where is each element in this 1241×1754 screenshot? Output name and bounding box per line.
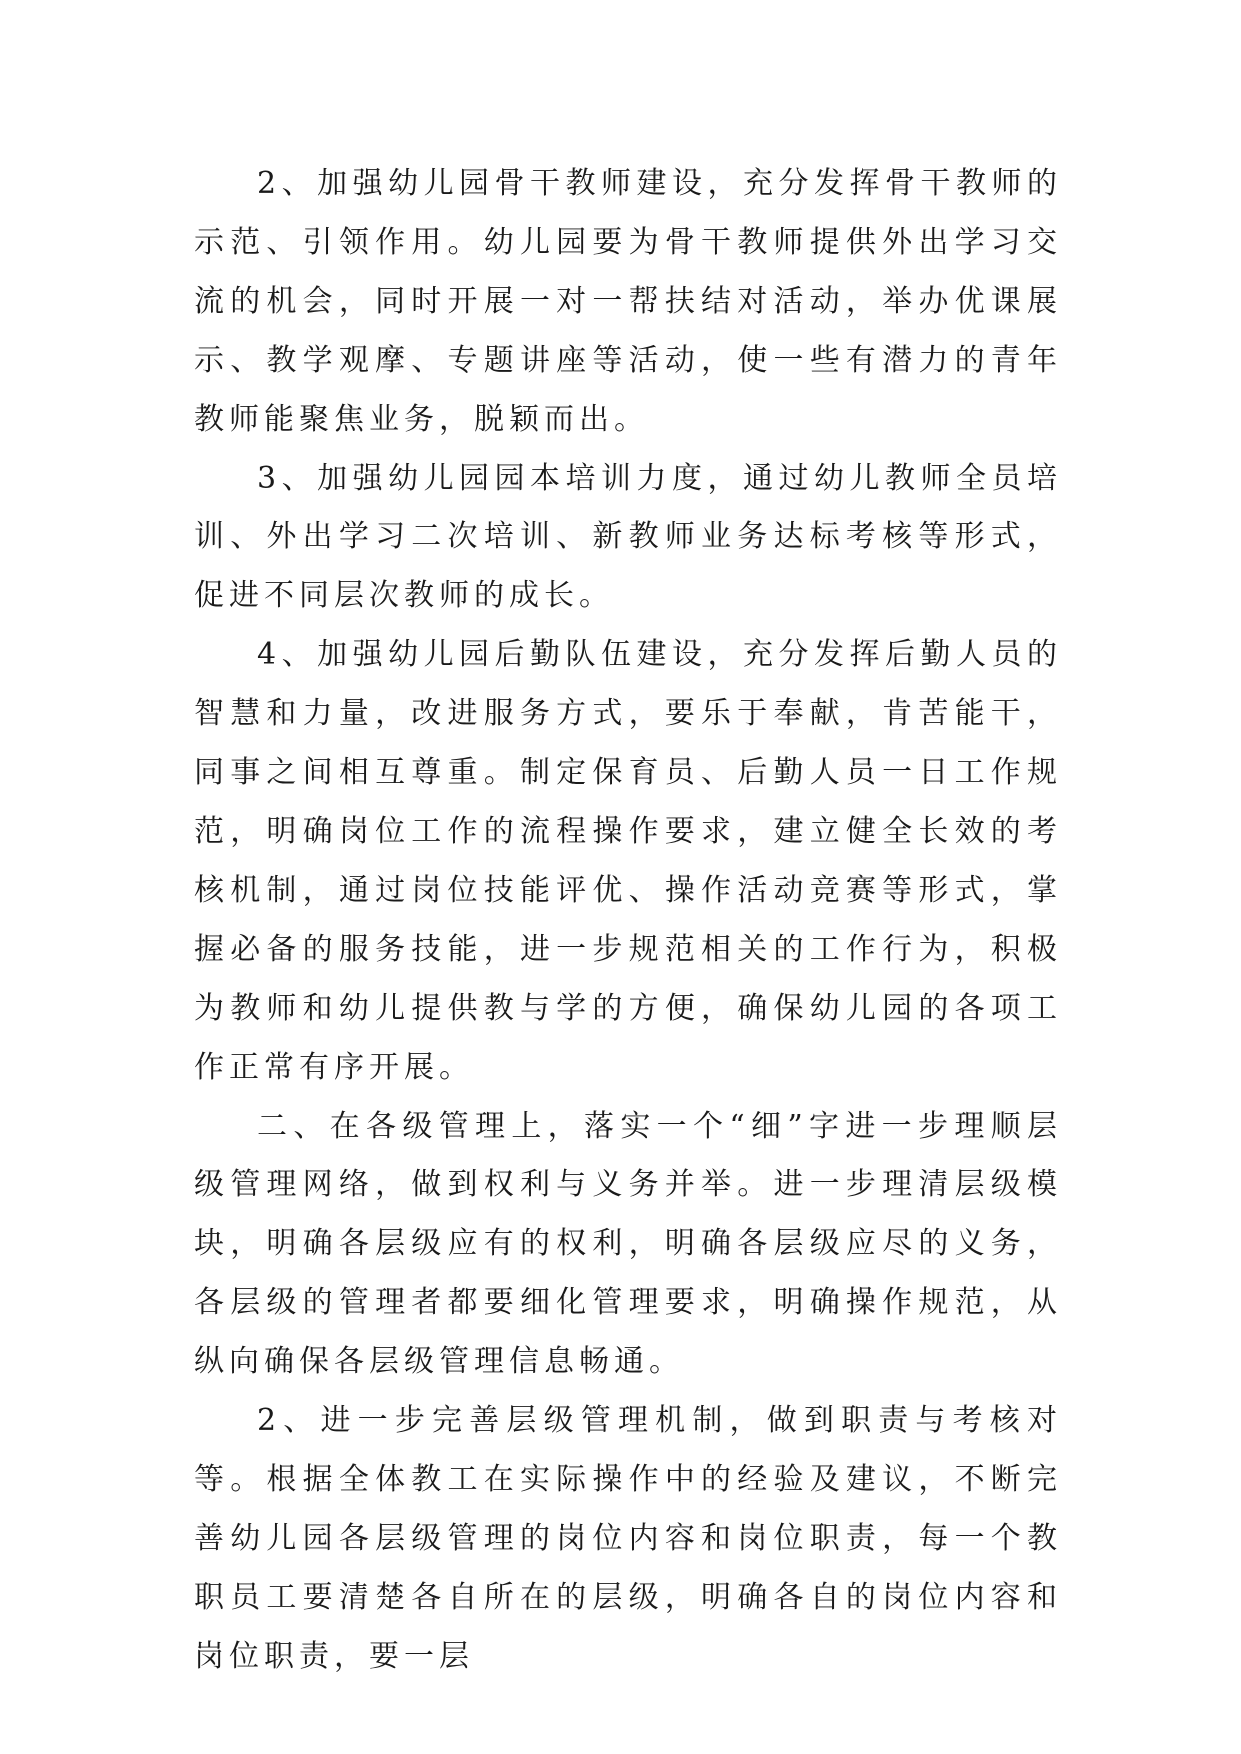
paragraph-level-management: 二、在各级管理上，落实一个“细”字进一步理顺层级管理网络，做到权利与义务并举。进一步理清层级模块，明确各层级应有的权利，明确各层级应尽的义务，各层级的管理者都要细化管理要求，明确操作规范，从纵向确保各层级管理信息畅通。 [194, 1108, 1062, 1380]
paragraph-management-mechanism: 2、进一步完善层级管理机制，做到职责与考核对等。根据全体教工在实际操作中的经验及建议，不断完善幼儿园各层级管理的岗位内容和岗位职责，每一个教职员工要清楚各自所在的层级，明确各自的岗位内容和岗位职责，要一层 [194, 1403, 1062, 1674]
paragraph-school-training: 3、加强幼儿园园本培训力度，通过幼儿教师全员培训、外出学习二次培训、新教师业务达标考核等形式，促进不同层次教师的成长。 [194, 460, 1062, 614]
document-body [194, 155, 1062, 1687]
paragraph-backbone-teachers: 2、加强幼儿园骨干教师建设，充分发挥骨干教师的示范、引领作用。幼儿园要为骨干教师提供外出学习交流的机会，同时开展一对一帮扶结对活动，举办优课展示、教学观摩、专题讲座等活动，使一些有潜力的青年教师能聚焦业务，脱颖而出。 [194, 166, 1062, 437]
paragraph-logistics-team: 4、加强幼儿园后勤队伍建设，充分发挥后勤人员的智慧和力量，改进服务方式，要乐于奉献，肯苦能干，同事之间相互尊重。制定保育员、后勤人员一日工作规范，明确岗位工作的流程操作要求，建立健全长效的考核机制，通过岗位技能评优、操作活动竞赛等形式，掌握必备的服务技能，进一步规范相关的工作行为，积极为教师和幼儿提供教与学的方便，确保幼儿园的各项工作正常有序开展。 [194, 637, 1062, 1085]
